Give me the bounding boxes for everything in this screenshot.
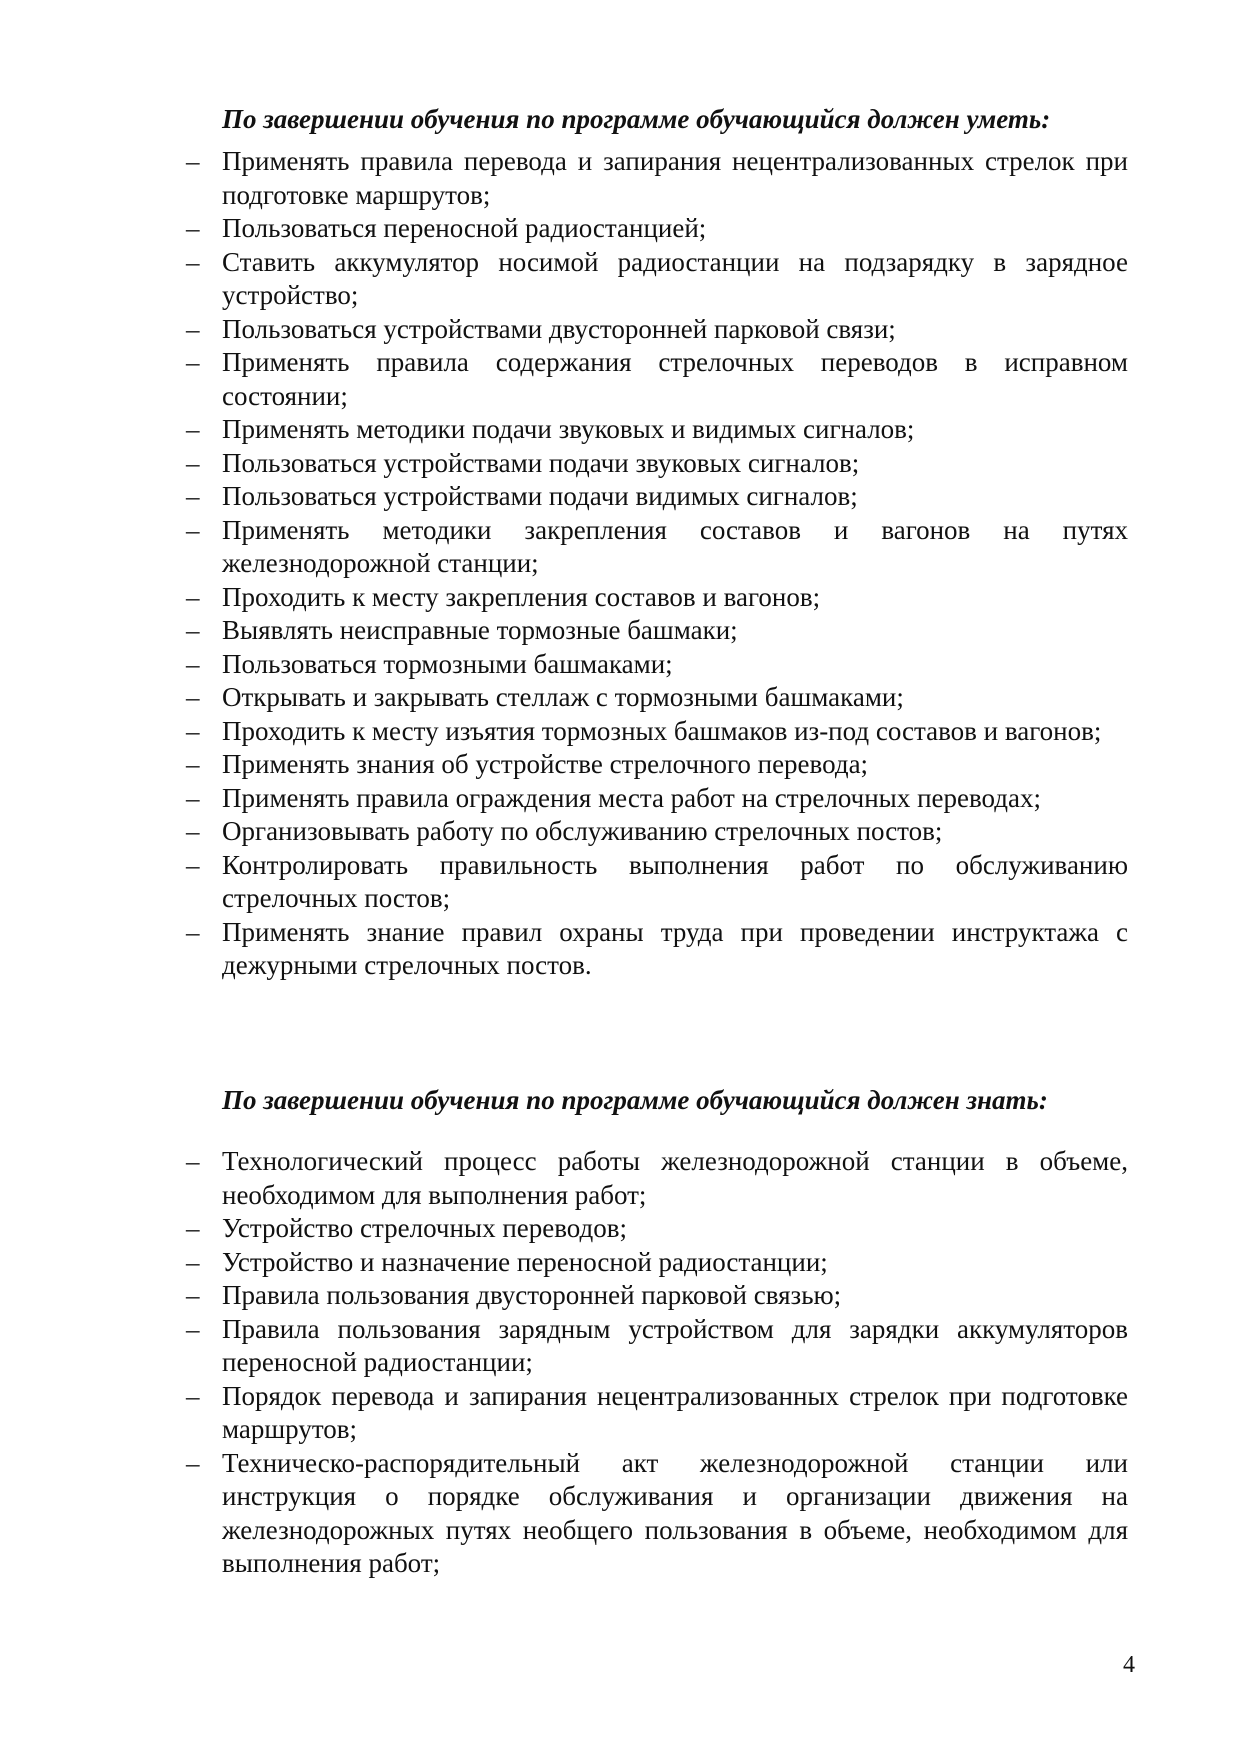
skills-heading: По завершении обучения по программе обучающийся должен уметь:: [222, 104, 1051, 134]
dash-bullet: –: [186, 146, 200, 176]
dash-bullet: –: [186, 514, 200, 545]
dash-bullet: –: [186, 414, 200, 444]
list-item: [0, 581, 1128, 615]
list-item-text: Проходить к месту закрепления составов и вагонов;: [222, 581, 821, 612]
list-item-text: Устройство и назначение переносной радиостанции;: [222, 1246, 828, 1277]
dash-bullet: –: [186, 1447, 200, 1478]
list-item: [0, 614, 1128, 648]
list-item-text: Применять правила перевода и запирания нецентрализованных стрелок при подготовке маршрутов;: [222, 146, 1128, 210]
list-item-text: Правила пользования зарядным устройством для зарядки аккумуляторов переносной радиостанции;: [222, 1313, 1128, 1377]
list-item: [0, 681, 1128, 715]
list-item-text: Применять знания об устройстве стрелочного перевода;: [222, 749, 869, 779]
dash-bullet: –: [186, 313, 200, 344]
dash-bullet: –: [186, 682, 200, 712]
list-item-text: Правила пользования двусторонней парковой связью;: [222, 1280, 842, 1310]
list-item: [0, 447, 1128, 481]
dash-bullet: –: [186, 782, 200, 813]
knowledge-heading: По завершении обучения по программе обучающийся должен знать:: [222, 1085, 1048, 1115]
list-item-text: Ставить аккумулятор носимой радиостанции на подзарядку в зарядное устройство;: [222, 246, 1128, 310]
list-item: [0, 313, 1128, 347]
skills-list: [0, 145, 1241, 983]
list-item: [0, 1212, 1128, 1246]
list-item-text: Применять правила ограждения места работ на стрелочных переводах;: [222, 782, 1041, 813]
knowledge-list: [0, 1145, 1241, 1581]
dash-bullet: –: [186, 1246, 200, 1277]
list-item-text: Пользоваться устройствами подачи звуковых сигналов;: [222, 447, 860, 478]
list-item-text: Проходить к месту изъятия тормозных башмаков из-под составов и вагонов;: [222, 715, 1102, 746]
list-item: [0, 212, 1128, 246]
dash-bullet: –: [186, 648, 200, 679]
dash-bullet: –: [186, 246, 200, 277]
list-item: [0, 413, 1128, 447]
dash-bullet: –: [186, 1380, 200, 1411]
dash-bullet: –: [186, 1213, 200, 1243]
list-item-text: Открывать и закрывать стеллаж с тормозными башмаками;: [222, 682, 904, 712]
list-item: [0, 648, 1128, 682]
dash-bullet: –: [186, 816, 200, 846]
list-item-text: Технологический процесс работы железнодорожной станции в объеме, необходимом для выполнения работ;: [222, 1146, 1128, 1210]
list-item-text: Применять методики закрепления составов и вагонов на путях железнодорожной станции;: [222, 514, 1128, 578]
dash-bullet: –: [186, 916, 200, 947]
page-number: 4: [1123, 1652, 1135, 1678]
list-item-text: Организовывать работу по обслуживанию стрелочных постов;: [222, 816, 943, 846]
list-item: [0, 514, 1128, 581]
list-item-text: Применять методики подачи звуковых и видимых сигналов;: [222, 414, 915, 444]
list-item-text: Техническо-распорядительный акт железнодорожной станции или инструкция о порядке обслуживания и организации движения на железнодорожных путях необщего пользования в объеме, необходимом для выполнения работ;: [222, 1447, 1128, 1578]
dash-bullet: –: [186, 1146, 200, 1176]
dash-bullet: –: [186, 481, 200, 511]
list-item: [0, 145, 1128, 212]
list-item: [0, 246, 1128, 313]
list-item: [0, 916, 1128, 983]
list-item-text: Применять знание правил охраны труда при проведении инструктажа с дежурными стрелочных постов.: [222, 916, 1128, 980]
list-item: [0, 1447, 1128, 1581]
list-item: [0, 849, 1128, 916]
list-item-text: Применять правила содержания стрелочных переводов в исправном состоянии;: [222, 347, 1128, 411]
list-item: [0, 748, 1128, 782]
list-item: [0, 1313, 1128, 1380]
dash-bullet: –: [186, 447, 200, 478]
dash-bullet: –: [186, 715, 200, 746]
dash-bullet: –: [186, 347, 200, 377]
list-item-text: Пользоваться переносной радиостанцией;: [222, 213, 707, 243]
dash-bullet: –: [186, 213, 200, 243]
list-item: [0, 1380, 1128, 1447]
list-item: [0, 346, 1128, 413]
dash-bullet: –: [186, 1280, 200, 1310]
list-item: [0, 1279, 1128, 1313]
list-item-text: Пользоваться устройствами подачи видимых сигналов;: [222, 481, 858, 511]
dash-bullet: –: [186, 1313, 200, 1344]
list-item-text: Пользоваться тормозными башмаками;: [222, 648, 673, 679]
list-item: [0, 1246, 1128, 1280]
list-item-text: Контролировать правильность выполнения работ по обслуживанию стрелочных постов;: [222, 849, 1128, 913]
list-item-text: Устройство стрелочных переводов;: [222, 1213, 628, 1243]
dash-bullet: –: [186, 749, 200, 779]
dash-bullet: –: [186, 615, 200, 645]
list-item: [0, 480, 1128, 514]
dash-bullet: –: [186, 581, 200, 612]
list-item: [0, 715, 1128, 749]
dash-bullet: –: [186, 849, 200, 880]
list-item: [0, 1145, 1128, 1212]
list-item-text: Выявлять неисправные тормозные башмаки;: [222, 615, 738, 645]
list-item: [0, 815, 1128, 849]
list-item: [0, 782, 1128, 816]
list-item-text: Пользоваться устройствами двусторонней парковой связи;: [222, 313, 896, 344]
list-item-text: Порядок перевода и запирания нецентрализованных стрелок при подготовке маршрутов;: [222, 1380, 1128, 1444]
